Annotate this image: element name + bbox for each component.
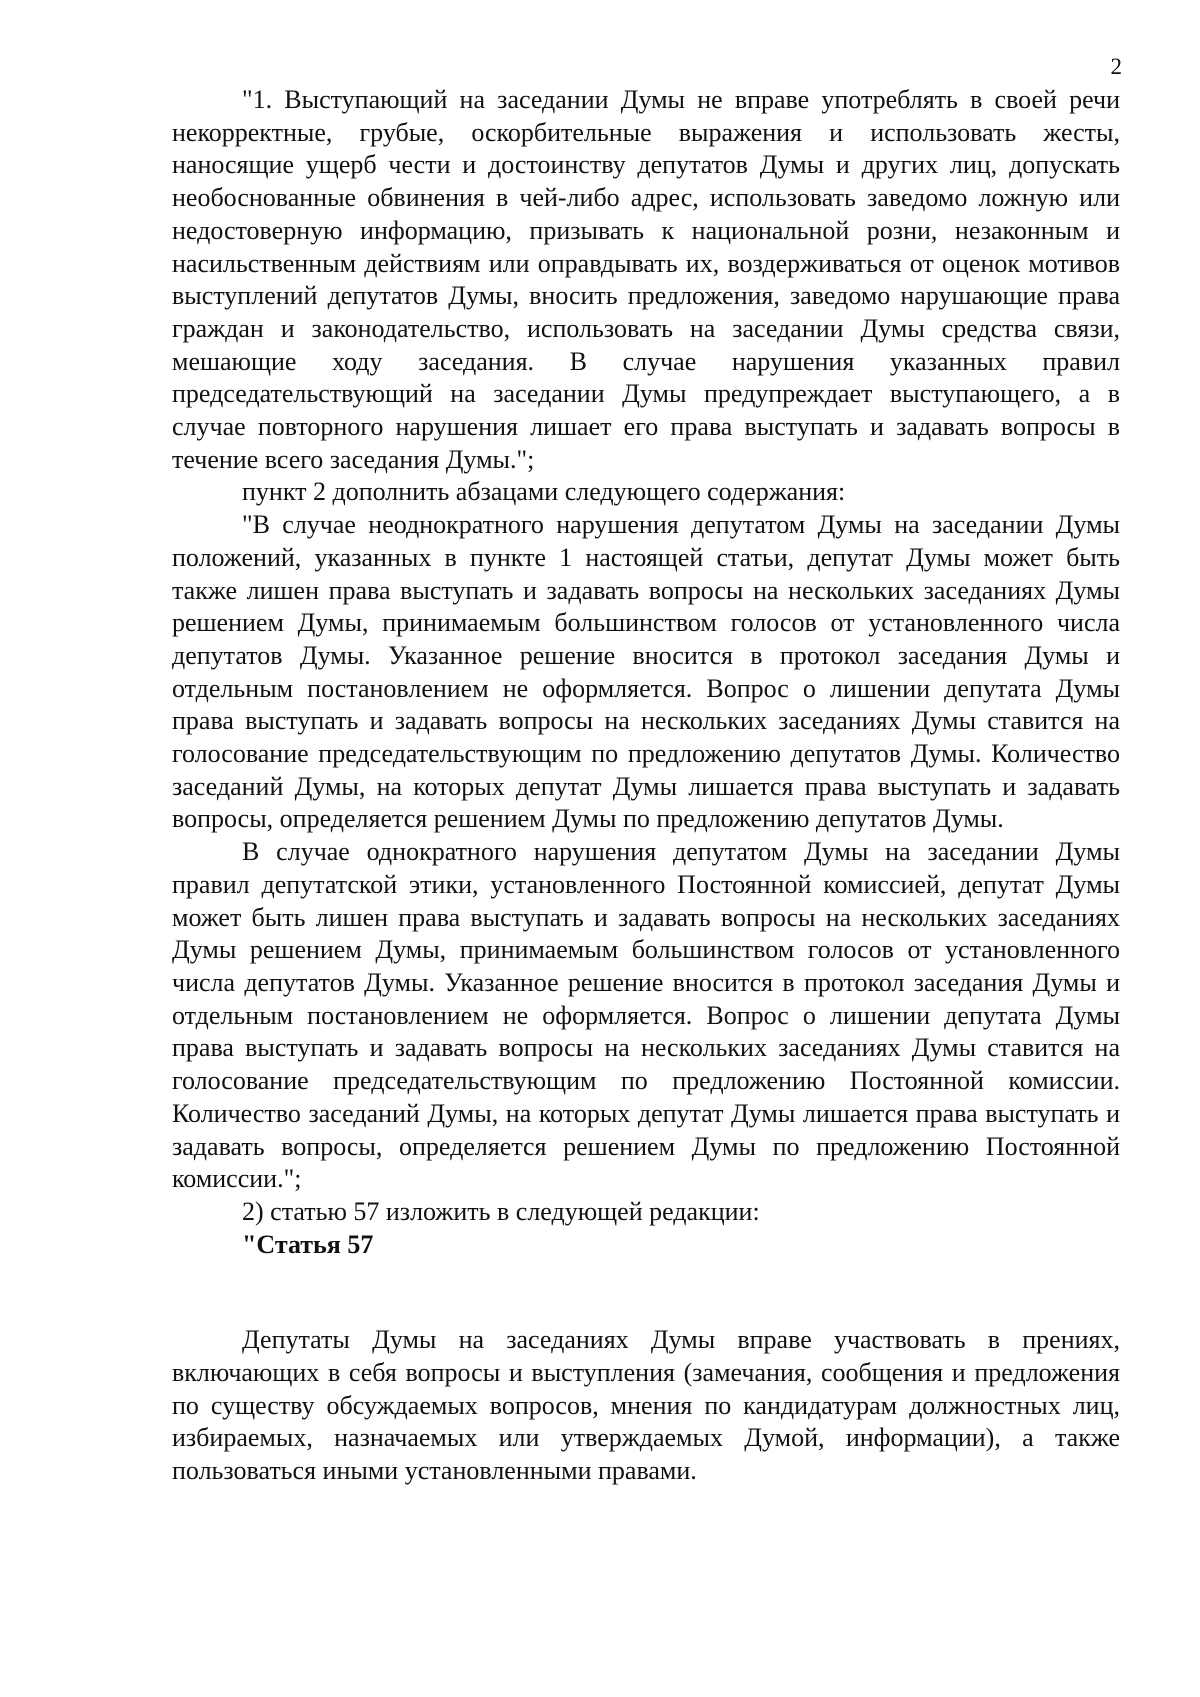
paragraph-article-57-intro: 2) статью 57 изложить в следующей редакции: [242, 1196, 760, 1226]
page-number: 2 [1110, 54, 1122, 79]
paragraph-speaker-rules: "1. Выступающий на заседании Думы не вправе употреблять в своей речи некорректные, грубые, оскорбительные выражения и использовать жесты, наносящие ущерб чести и достоинству депутатов Думы и других лиц, допускать необоснованные обвинения в чей-либо адрес, использовать заведомо ложную или недостоверную информацию, призывать к национальной розни, незаконным и насильственным действиям или оправдывать их, воздерживаться от оценок мотивов выступлений депутатов Думы, вносить предложения, заведомо нарушающие права граждан и законодательство, использовать на заседании Думы средства связи, мешающие ходу заседания. В случае нарушения указанных правил председательствующий на заседании Думы предупреждает выступающего, а в случае повторного нарушения лишает его права выступать и задавать вопросы в течение всего заседания Думы."; [172, 85, 1120, 474]
paragraph-single-violation: В случае однократного нарушения депутатом Думы на заседании Думы правил депутатской этики, установленного Постоянной комиссией, депутат Думы может быть лишен права выступать и задавать вопросы на нескольких заседаниях Думы решением Думы, принимаемым большинством голосов от установленного числа депутатов Думы. Указанное решение вносится в протокол заседания Думы и отдельным постановлением не оформляется. Вопрос о лишении депутата Думы права выступать и задавать вопросы на нескольких заседаниях Думы ставится на голосование председательствующим по предложению Постоянной комиссии. Количество заседаний Думы, на которых депутат Думы лишается права выступать и задавать вопросы, определяется решением Думы по предложению Постоянной комиссии."; [172, 837, 1120, 1194]
document-body [172, 84, 1120, 1488]
paragraph-article-57-text: Депутаты Думы на заседаниях Думы вправе участвовать в прениях, включающих в себя вопросы и выступления (замечания, сообщения и предложения по существу обсуждаемых вопросов, мнения по кандидатурам должностных лиц, избираемых, назначаемых или утверждаемых Думой, информации), а также пользоваться иными установленными правами. [172, 1325, 1120, 1486]
section-gap [172, 1261, 1120, 1324]
paragraph-amend-point-2: пункт 2 дополнить абзацами следующего содержания: [242, 477, 846, 507]
article-57-heading: "Статья 57 [242, 1229, 374, 1259]
paragraph-repeated-violation: "В случае неоднократного нарушения депутатом Думы на заседании Думы положений, указанных в пункте 1 настоящей статьи, депутат Думы может быть также лишен права выступать и задавать вопросы на нескольких заседаниях Думы решением Думы, принимаемым большинством голосов от установленного числа депутатов Думы. Указанное решение вносится в протокол заседания Думы и отдельным постановлением не оформляется. Вопрос о лишении депутата Думы права выступать и задавать вопросы на нескольких заседаниях Думы ставится на голосование председательствующим по предложению депутатов Думы. Количество заседаний Думы, на которых депутат Думы лишается права выступать и задавать вопросы, определяется решением Думы по предложению депутатов Думы. [172, 510, 1120, 834]
